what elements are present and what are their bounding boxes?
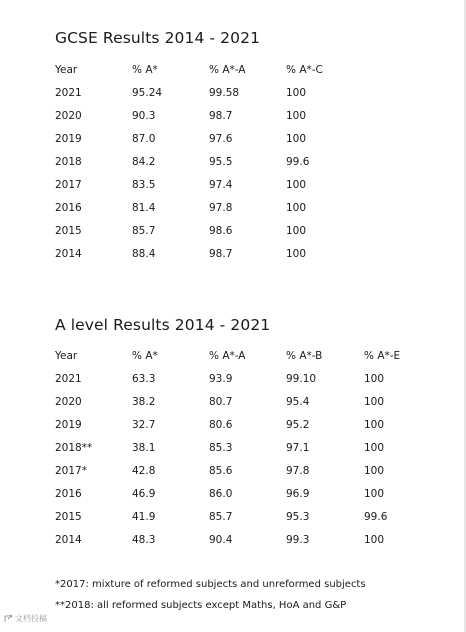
a-star-a-cell: 93.9 <box>209 372 233 385</box>
table-row <box>55 528 414 551</box>
a-star-a-cell: 80.7 <box>209 395 233 408</box>
a-star-e-cell: 100 <box>364 395 385 408</box>
year-cell: 2014 <box>55 533 82 546</box>
a-star-c-cell: 100 <box>286 86 307 99</box>
a-star-b-cell: 95.3 <box>286 510 310 523</box>
a-star-b-cell: 95.4 <box>286 395 310 408</box>
table-row <box>55 150 346 173</box>
year-cell: 2016 <box>55 487 82 500</box>
column-header-a-star-a: % A*-A <box>209 349 246 362</box>
a-star-c-cell: 100 <box>286 132 307 145</box>
column-header-a-star-e: % A*-E <box>364 349 401 362</box>
table-row <box>55 367 414 390</box>
column-header-a-star: % A* <box>132 63 158 76</box>
table-row <box>55 390 414 413</box>
year-cell: 2018 <box>55 155 82 168</box>
a-star-a-cell: 85.7 <box>209 510 233 523</box>
year-cell: 2021 <box>55 86 82 99</box>
a-star-c-cell: 100 <box>286 247 307 260</box>
year-cell: 2018** <box>55 441 93 454</box>
year-cell: 2019 <box>55 132 82 145</box>
table-row <box>55 436 414 459</box>
a-star-a-cell: 97.8 <box>209 201 233 214</box>
table-row <box>55 127 346 150</box>
year-cell: 2014 <box>55 247 82 260</box>
a-star-a-cell: 98.6 <box>209 224 233 237</box>
alevel-results-table <box>55 344 414 551</box>
year-cell: 2017 <box>55 178 82 191</box>
a-star-b-cell: 99.3 <box>286 533 310 546</box>
table-row <box>55 242 346 265</box>
a-star-cell: 87.0 <box>132 132 156 145</box>
a-star-b-cell: 99.10 <box>286 372 317 385</box>
gcse-section-title: GCSE Results 2014 - 2021 <box>55 29 261 47</box>
a-star-cell: 32.7 <box>132 418 156 431</box>
a-star-a-cell: 95.5 <box>209 155 233 168</box>
doc-share-icon <box>3 614 13 624</box>
year-cell: 2020 <box>55 109 82 122</box>
table-row <box>55 413 414 436</box>
a-star-a-cell: 86.0 <box>209 487 233 500</box>
table-row <box>55 459 414 482</box>
a-star-cell: 81.4 <box>132 201 156 214</box>
column-header-a-star-b: % A*-B <box>286 349 323 362</box>
column-header-year: Year <box>55 63 78 76</box>
column-header-a-star-c: % A*-C <box>286 63 323 76</box>
year-cell: 2015 <box>55 510 82 523</box>
a-star-a-cell: 85.3 <box>209 441 233 454</box>
table-row <box>55 482 414 505</box>
a-star-cell: 85.7 <box>132 224 156 237</box>
a-star-a-cell: 99.58 <box>209 86 240 99</box>
table-row <box>55 505 414 528</box>
table-row <box>55 196 346 219</box>
a-star-e-cell: 100 <box>364 487 385 500</box>
table-row <box>55 219 346 242</box>
year-cell: 2015 <box>55 224 82 237</box>
year-cell: 2021 <box>55 372 82 385</box>
a-star-c-cell: 100 <box>286 178 307 191</box>
a-star-c-cell: 100 <box>286 109 307 122</box>
a-star-a-cell: 80.6 <box>209 418 233 431</box>
a-star-cell: 41.9 <box>132 510 156 523</box>
a-star-a-cell: 85.6 <box>209 464 233 477</box>
a-star-cell: 90.3 <box>132 109 156 122</box>
a-star-cell: 38.2 <box>132 395 156 408</box>
a-star-cell: 88.4 <box>132 247 156 260</box>
alevel-section-title: A level Results 2014 - 2021 <box>55 316 271 334</box>
a-star-cell: 46.9 <box>132 487 156 500</box>
a-star-e-cell: 99.6 <box>364 510 388 523</box>
a-star-b-cell: 96.9 <box>286 487 310 500</box>
a-star-cell: 84.2 <box>132 155 156 168</box>
footnote-2017: *2017: mixture of reformed subjects and unreformed subjects <box>55 579 366 590</box>
a-star-e-cell: 100 <box>364 464 385 477</box>
column-header-a-star: % A* <box>132 349 158 362</box>
a-star-e-cell: 100 <box>364 441 385 454</box>
a-star-cell: 63.3 <box>132 372 156 385</box>
a-star-a-cell: 98.7 <box>209 247 233 260</box>
column-header-year: Year <box>55 349 78 362</box>
table-row <box>55 81 346 104</box>
a-star-c-cell: 100 <box>286 224 307 237</box>
a-star-cell: 38.1 <box>132 441 156 454</box>
a-star-cell: 83.5 <box>132 178 156 191</box>
a-star-cell: 48.3 <box>132 533 156 546</box>
a-star-a-cell: 97.4 <box>209 178 233 191</box>
table-header-row <box>55 58 346 81</box>
year-cell: 2019 <box>55 418 82 431</box>
watermark-text: 文档投稿 <box>15 614 47 623</box>
a-star-b-cell: 97.1 <box>286 441 310 454</box>
a-star-a-cell: 90.4 <box>209 533 233 546</box>
table-header-row <box>55 344 414 367</box>
year-cell: 2017* <box>55 464 87 477</box>
footnote-2018: **2018: all reformed subjects except Maths, HoA and G&P <box>55 600 347 611</box>
table-row <box>55 173 346 196</box>
footnotes <box>55 574 366 616</box>
gcse-results-table <box>55 58 346 265</box>
a-star-b-cell: 95.2 <box>286 418 310 431</box>
column-header-a-star-a: % A*-A <box>209 63 246 76</box>
a-star-cell: 95.24 <box>132 86 163 99</box>
a-star-b-cell: 97.8 <box>286 464 310 477</box>
a-star-e-cell: 100 <box>364 372 385 385</box>
a-star-e-cell: 100 <box>364 418 385 431</box>
table-row <box>55 104 346 127</box>
a-star-cell: 42.8 <box>132 464 156 477</box>
year-cell: 2020 <box>55 395 82 408</box>
a-star-c-cell: 100 <box>286 201 307 214</box>
a-star-e-cell: 100 <box>364 533 385 546</box>
watermark <box>3 613 47 624</box>
a-star-a-cell: 97.6 <box>209 132 233 145</box>
year-cell: 2016 <box>55 201 82 214</box>
a-star-c-cell: 99.6 <box>286 155 310 168</box>
a-star-a-cell: 98.7 <box>209 109 233 122</box>
